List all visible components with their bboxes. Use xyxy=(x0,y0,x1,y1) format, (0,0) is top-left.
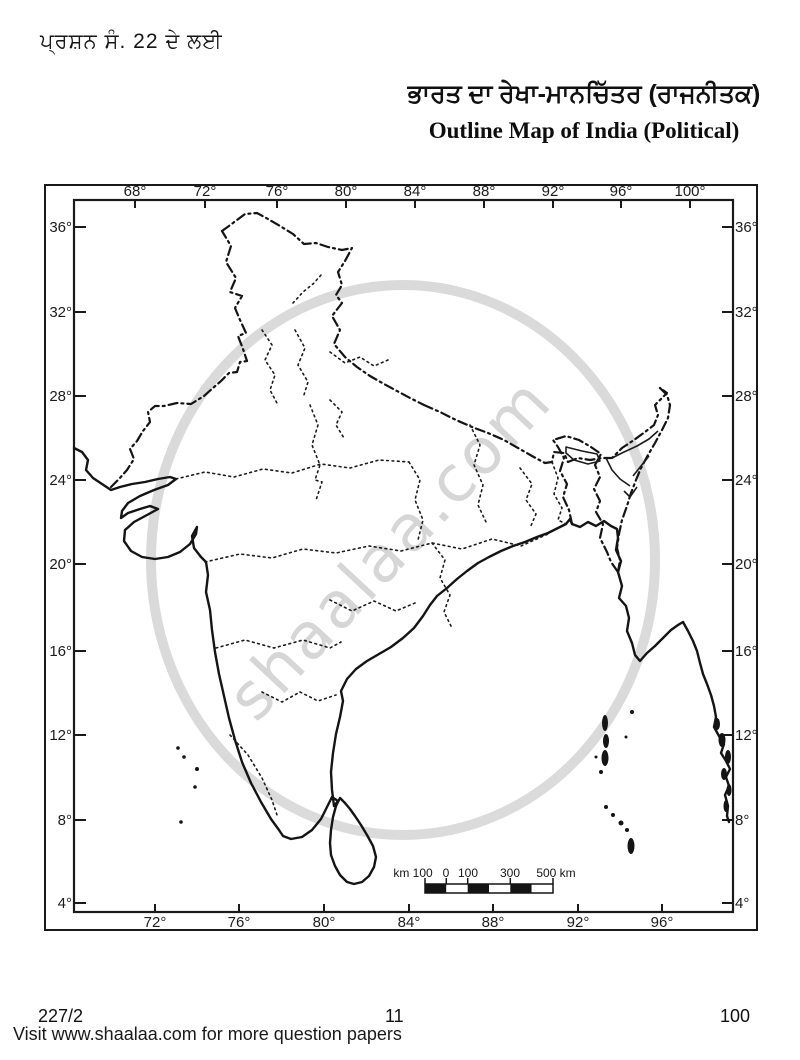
lat-label: 8° xyxy=(735,812,750,829)
lon-label: 72° xyxy=(193,183,217,200)
andaman-islet xyxy=(625,736,628,739)
myanmar-coastal-island xyxy=(714,718,720,730)
scale-label: 300 xyxy=(499,866,521,880)
myanmar-coastal-island xyxy=(721,768,727,780)
lat-label: 28° xyxy=(49,388,72,405)
andaman-islet xyxy=(599,770,603,774)
question-number-note: ਪ੍ਰਸ਼ਨ ਸੰ. 22 ਦੇ ਲਈ xyxy=(40,30,223,53)
nicobar-islet xyxy=(604,805,608,809)
nicobar-islet xyxy=(611,813,615,817)
lon-label: 68° xyxy=(123,183,147,200)
andaman-islet xyxy=(595,756,598,759)
andaman-islet xyxy=(630,710,634,714)
scale-label: 500 km xyxy=(536,866,576,880)
scale-label: 100 xyxy=(457,866,479,880)
paper-code: 227/2 xyxy=(38,1006,84,1026)
lon-label: 96° xyxy=(650,914,674,931)
lakshadweep-islet xyxy=(176,746,180,750)
nicobar-island xyxy=(628,838,635,854)
scale-label: km 100 xyxy=(393,866,433,880)
myanmar-coastal-island xyxy=(727,784,732,796)
lat-label: 32° xyxy=(49,304,72,321)
myanmar-coastal-island xyxy=(719,733,726,747)
lon-label: 84° xyxy=(397,914,421,931)
lakshadweep-islet xyxy=(179,820,183,824)
lat-label: 16° xyxy=(49,643,72,660)
myanmar-coastal-island xyxy=(724,800,729,812)
lon-label: 76° xyxy=(227,914,251,931)
lat-label: 4° xyxy=(735,895,750,912)
watermark-text: shaalaa.com xyxy=(213,363,567,735)
scale-bar xyxy=(393,866,575,893)
bangladesh-border xyxy=(553,436,618,572)
map-title-english: Outline Map of India (Political) xyxy=(428,118,740,143)
lakshadweep-islet xyxy=(195,767,199,771)
lat-label: 16° xyxy=(735,643,758,660)
lat-label: 32° xyxy=(735,304,758,321)
lat-label: 24° xyxy=(735,472,758,489)
longitude-labels-bottom xyxy=(144,914,674,931)
map-title-punjabi: ਭਾਰਤ ਦਾ ਰੇਖਾ-ਮਾਨਚਿੱਤਰ (ਰਾਜਨੀਤਕ) xyxy=(407,80,761,108)
latitude-labels-left xyxy=(49,219,72,912)
lat-label: 4° xyxy=(57,895,72,912)
lon-label: 100° xyxy=(674,183,706,200)
andaman-island xyxy=(602,750,609,766)
lon-label: 88° xyxy=(472,183,496,200)
andaman-island xyxy=(602,715,608,731)
lon-label: 92° xyxy=(566,914,590,931)
shaalaa-watermark xyxy=(151,285,655,835)
sri-lanka-outline xyxy=(330,798,376,884)
kashmir-north-border xyxy=(222,213,424,405)
lat-label: 8° xyxy=(57,812,72,829)
nicobar-islet xyxy=(619,821,624,826)
lat-label: 28° xyxy=(735,388,758,405)
lon-label: 96° xyxy=(609,183,633,200)
page-number: 11 xyxy=(385,1006,404,1026)
lon-label: 72° xyxy=(143,914,167,931)
lon-label: 88° xyxy=(481,914,505,931)
lat-label: 20° xyxy=(735,556,758,573)
lat-label: 24° xyxy=(49,472,72,489)
lakshadweep-islet xyxy=(182,755,186,759)
lon-label: 80° xyxy=(312,914,336,931)
scale-bar-labels xyxy=(393,866,575,880)
lon-label: 80° xyxy=(334,183,358,200)
lon-label: 76° xyxy=(265,183,289,200)
longitude-labels-top xyxy=(124,183,706,200)
myanmar-coastal-island xyxy=(725,750,731,764)
total-marks: 100 xyxy=(720,1006,751,1026)
lakshadweep-islet xyxy=(193,785,197,789)
nicobar-islet xyxy=(625,828,629,832)
lat-label: 12° xyxy=(735,727,758,744)
lat-label: 36° xyxy=(735,219,758,236)
scale-label: 0 xyxy=(442,866,450,880)
lon-label: 84° xyxy=(403,183,427,200)
latitude-labels-right xyxy=(735,219,758,912)
lat-label: 20° xyxy=(49,556,72,573)
visit-note: Visit www.shaalaa.com for more question papers xyxy=(13,1024,402,1044)
andaman-island xyxy=(603,734,609,748)
lat-label: 12° xyxy=(49,727,72,744)
lon-label: 92° xyxy=(541,183,565,200)
lat-label: 36° xyxy=(49,219,72,236)
